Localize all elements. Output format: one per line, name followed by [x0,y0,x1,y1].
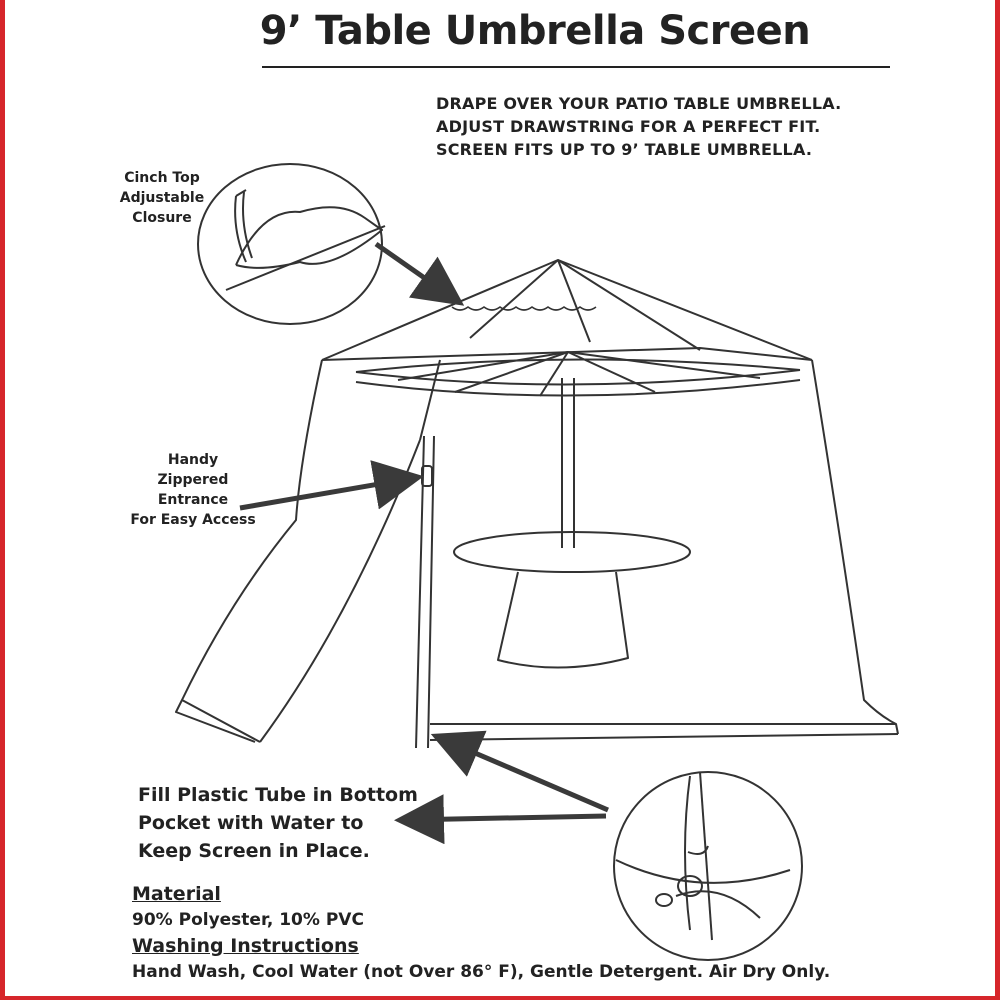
arrow-to-bottom-pocket [440,738,608,810]
callout-line: Cinch Top [124,170,200,186]
callout-line: For Easy Access [130,512,256,528]
intro-line-1: DRAPE OVER YOUR PATIO TABLE UMBRELLA. [436,94,842,113]
arrow-to-fill-text [404,816,606,820]
callout-line: Handy [167,452,219,468]
intro-line-3: SCREEN FITS UP TO 9’ TABLE UMBRELLA. [436,140,813,159]
callout-line: Fill Plastic Tube in Bottom [138,784,418,806]
screen-canopy [322,260,812,360]
page-title: 9’ Table Umbrella Screen [259,8,811,54]
callout-line: Entrance [157,492,229,508]
zipper-line [416,360,440,748]
water-tube-detail-circle [614,772,802,960]
callout-line: Adjustable [119,190,205,206]
material-heading: Material [132,883,221,905]
washing-heading: Washing Instructions [132,935,359,957]
intro-line-2: ADJUST DRAWSTRING FOR A PERFECT FIT. [436,117,821,136]
callout-line: Zippered [157,472,229,488]
cinch-top-scallop [452,307,596,310]
material-value: 90% Polyester, 10% PVC [132,910,364,930]
cinch-detail-circle [198,164,385,324]
callout-line: Pocket with Water to [138,812,364,834]
patio-table [454,532,690,668]
callout-line: Keep Screen in Place. [138,840,370,862]
arrow-to-cinch-top [376,244,456,300]
screen-sides [176,360,898,742]
arrow-to-zipper [240,478,414,508]
callout-line: Closure [132,210,192,226]
washing-value: Hand Wash, Cool Water (not Over 86° F), Gentle Detergent. Air Dry Only. [132,962,831,982]
